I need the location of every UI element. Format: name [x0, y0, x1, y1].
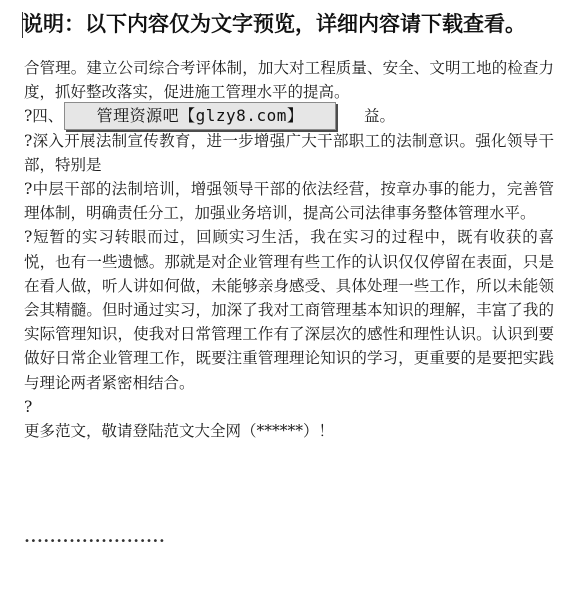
paragraph-4: ?中层干部的法制培训，增强领导干部的依法经营，按章办事的能力，完善管理体制，明确责任分工，加强业务培训，提高公司法律事务整体管理水平。 [24, 180, 554, 223]
paragraph-6: ? [24, 397, 33, 416]
paragraph-2 [24, 104, 554, 128]
more-samples-link-text: 更多范文，敬请登陆范文大全网（******）！ [24, 422, 335, 441]
dotted-divider: •••••••••••••••••••••• [24, 536, 166, 547]
document-body [24, 56, 554, 443]
paragraph-2-suffix: 益。 [364, 107, 396, 126]
paragraph-2-prefix: ?四、 [24, 107, 64, 126]
paragraph-5: ?短暂的实习转眼而过，回顾实习生活，我在实习的过程中，既有收获的喜悦，也有一些遗憾。那就是对企业管理有些工作的认识仅仅停留在表面，只是在看人做，听人讲如何做，未能够亲身感受、具体处理一些工作，所以未能领会其精髓。但时通过实习，加深了我对工商管理基本知识的理解，丰富了我的实际管理知识，使我对日常管理工作有了深层次的感性和理性认识。认识到要做好日常企业管理工作，既要注重管理理论知识的学习，更重要的是要把实践与理论两者紧密相结合。 [24, 228, 554, 392]
paragraph-3: ?深入开展法制宣传教育，进一步增强广大干部职工的法制意识。强化领导干部，特别是 [24, 131, 554, 174]
watermark-banner: 管理资源吧【glzy8.com】 [64, 102, 336, 130]
preview-notice: 说明：以下内容仅为文字预览，详细内容请下载查看。 [22, 12, 526, 36]
paragraph-1: 合管理。建立公司综合考评体制，加大对工程质量、安全、文明工地的检查力度，抓好整改落实，促进施工管理水平的提高。 [24, 59, 554, 102]
